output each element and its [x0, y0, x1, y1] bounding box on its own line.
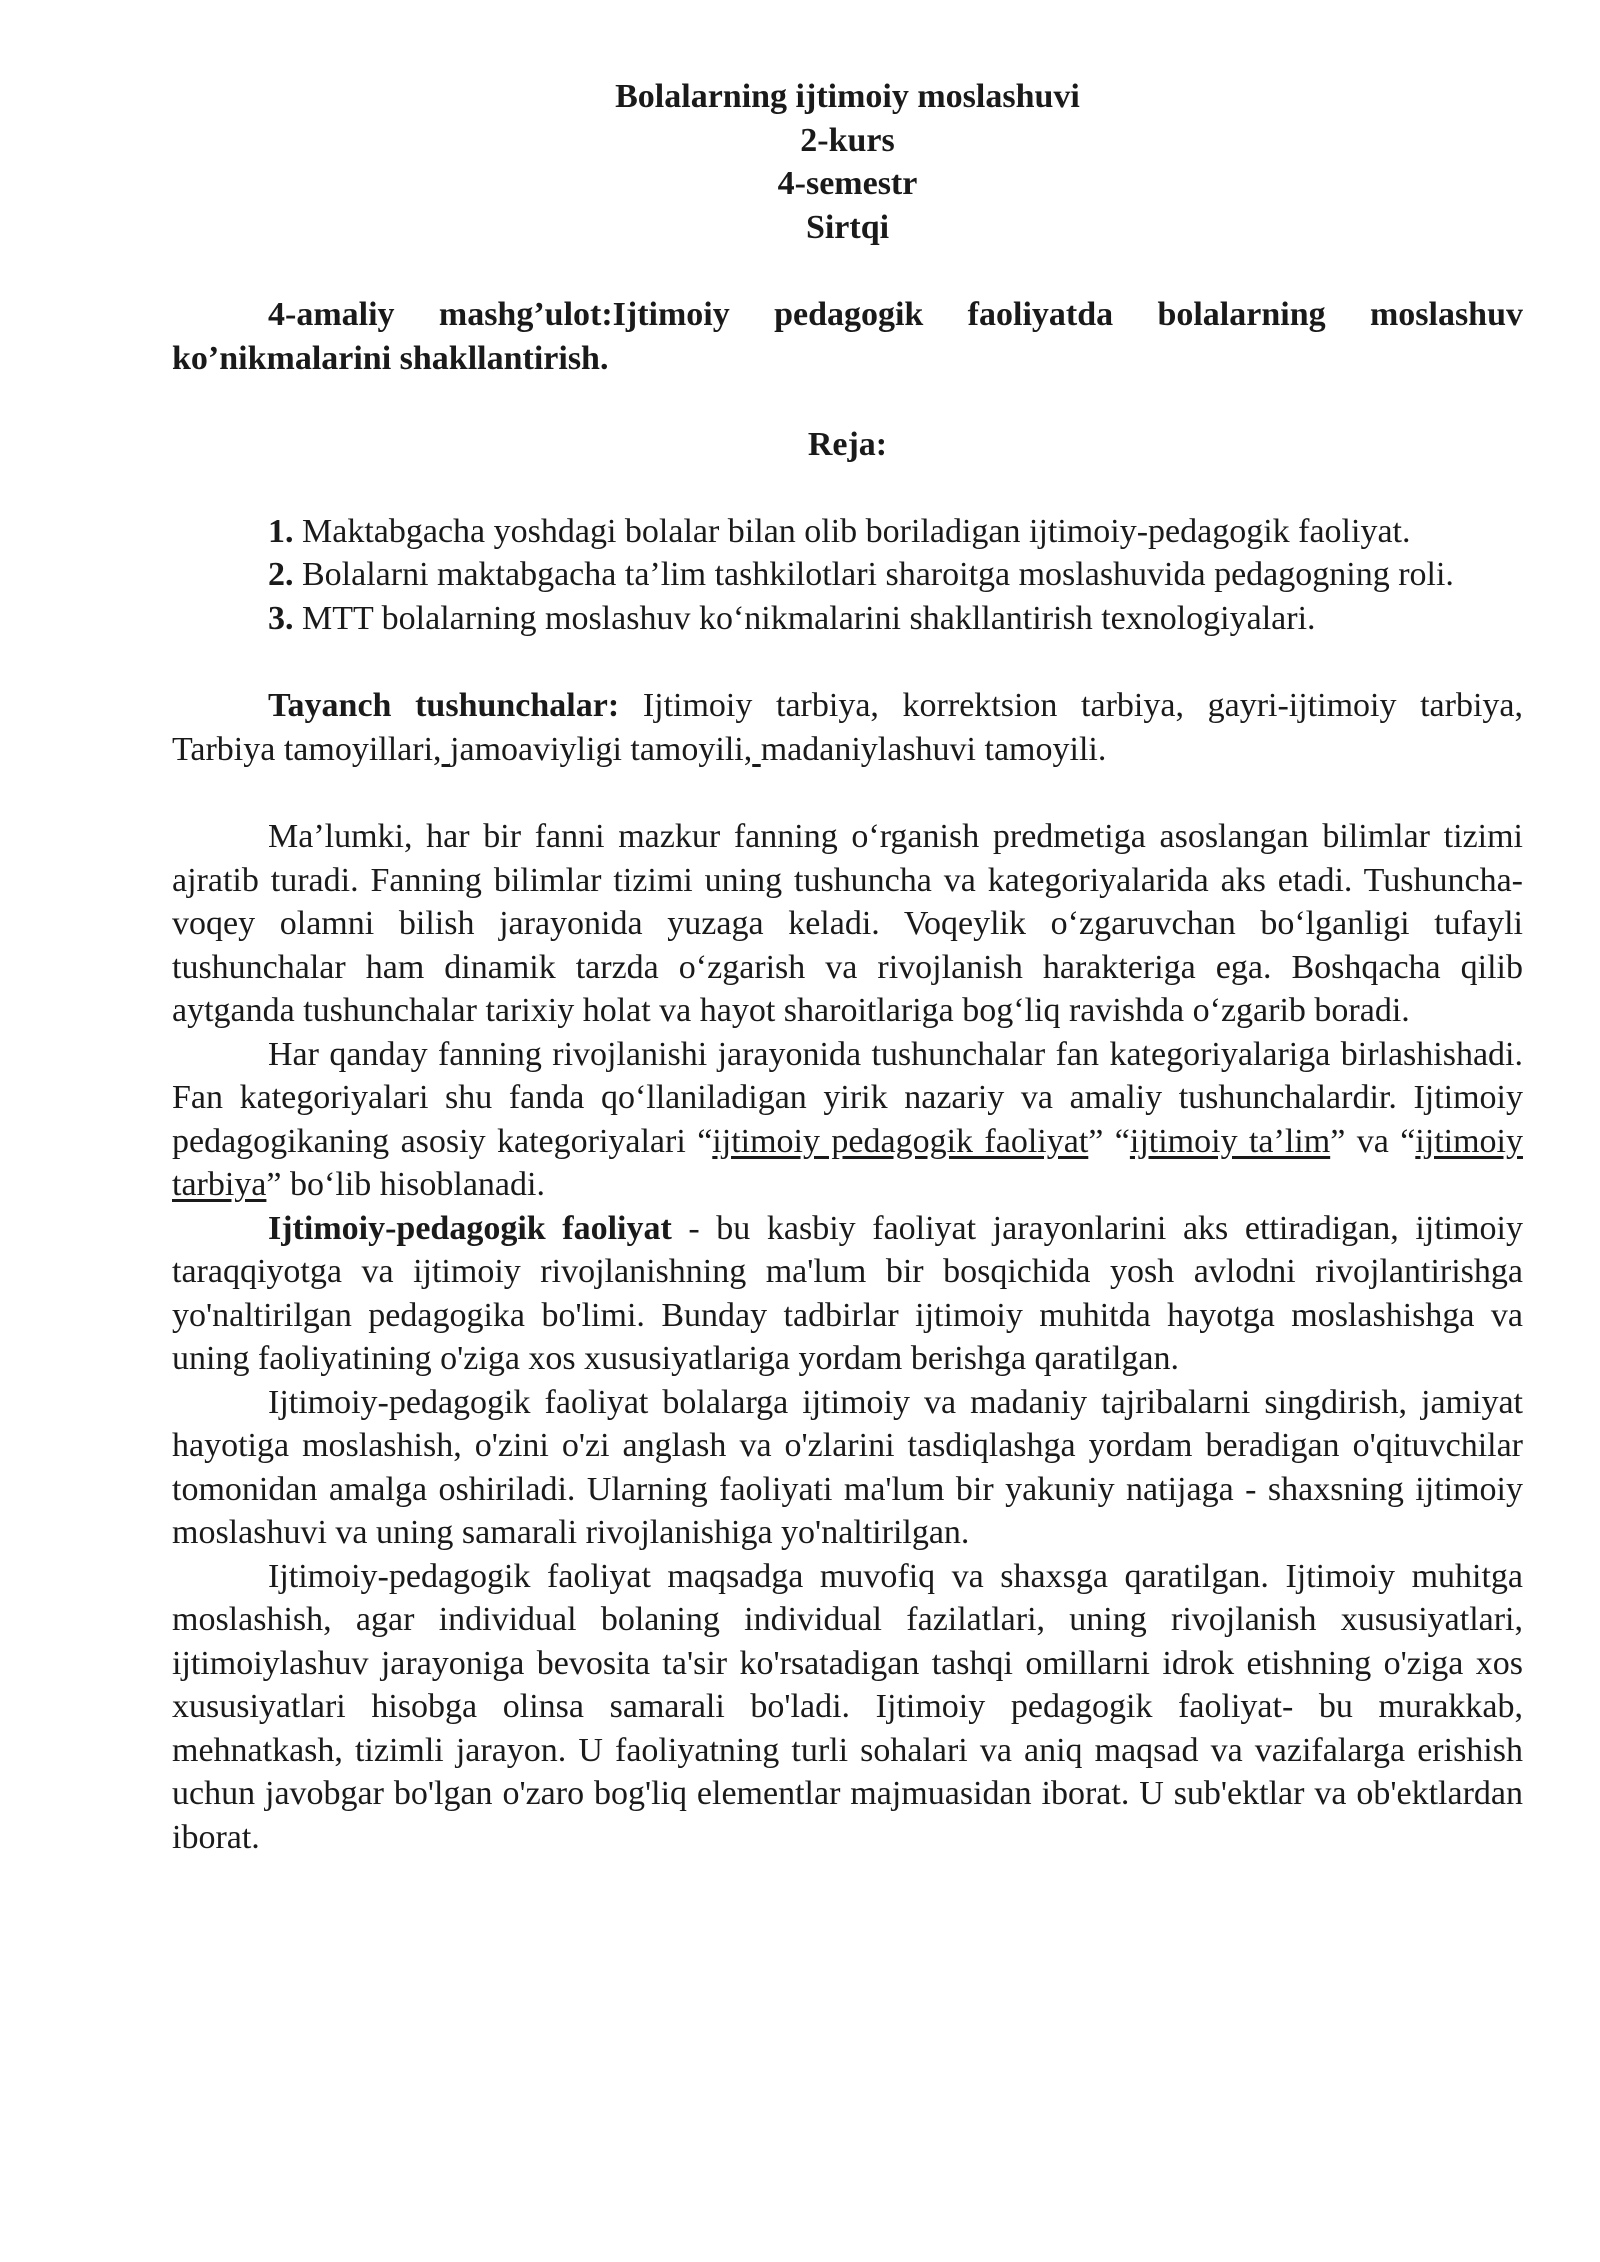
plan-item-number: 2. [268, 556, 294, 593]
plan-item-number: 3. [268, 599, 294, 637]
paragraph-text: ” “ [1088, 1122, 1130, 1160]
underlined-space [752, 731, 761, 768]
semester-label: 4-semestr [777, 165, 918, 202]
document-content [172, 75, 1523, 1859]
plan-item-text: Maktabgacha yoshdagi bolalar bilan olib boriladigan ijtimoiy-pedagogik faoliyat. [293, 512, 1411, 550]
body-paragraph-5: Ijtimoiy-pedagogik faoliyat maqsadga muvofiq va shaxsga qaratilgan. Ijtimoiy muhitga moslashish, agar individual bolaning individual fazilatlari, uning rivojlanish xususiyatlari, ijtimoiylashuv jarayoniga bevosita ta'sir ko'rsatadigan tashqi omillarni idrok etishning o'ziga xos xususiyatlari hisobga olinsa samarali bo'ladi. Ijtimoiy pedagogik faoliyat- bu murakkab, mehnatkash, tizimli jarayon. U faoliyatning turli sohalari va aniq maqsad va vazifalarga erishish uchun javobgar bo'lgan o'zaro bog'liq elementlar majmuasidan iborat. U sub'ektlar va ob'ektlardan iborat. [172, 1557, 1523, 1856]
document-title: Bolalarning ijtimoiy moslashuvi [615, 78, 1080, 115]
plan-heading: Reja: [807, 426, 888, 463]
plan-item-text: Bolalarni maktabgacha ta’lim tashkilotlari sharoitga moslashuvida pedagogning roli. [293, 556, 1454, 593]
underlined-space [442, 731, 451, 768]
plan-item-1 [172, 510, 1523, 554]
lesson-title: 4-amaliy mashg’ulot:Ijtimoiy pedagogik faoliyatda bolalarning moslashuv ko’nikmalarini shakllantirish. [172, 296, 1523, 377]
plan-item-3 [172, 597, 1523, 641]
plan-item-text: MTT bolalarning moslashuv ko‘nikmalarini shakllantirish texnologiyalari. [293, 599, 1316, 637]
category-term: ijtimoiy tarbiya [172, 1122, 1523, 1203]
paragraph-text: ” va “ [1330, 1122, 1416, 1160]
title-block [172, 75, 1523, 249]
study-form-label: Sirtqi [805, 208, 890, 246]
category-term: ijtimoiy ta’lim [1129, 1122, 1331, 1160]
key-terms-label: Tayanch tushunchalar: [268, 687, 620, 724]
paragraph-text: Har qanday fanning rivojlanishi jarayonida tushunchalar fan kategoriyalariga birlashishadi. Fan kategoriyalari shu fanda qo‘llaniladigan yirik nazariy va amaliy tushunchalardir. Ijtimoiy pedagogikaning asosiy kategoriyalari “ [172, 1035, 1523, 1160]
category-term: ijtimoiy pedagogik faoliyat [712, 1122, 1089, 1160]
body-paragraph-3 [172, 1207, 1523, 1381]
course-label: 2-kurs [800, 121, 895, 159]
body-paragraph-4: Ijtimoiy-pedagogik faoliyat bolalarga ijtimoiy va madaniy tajribalarni singdirish, jamiyat hayotiga moslashish, o'zini o'zi anglash va o'zlarini tasdiqlashga yordam beradigan o'qituvchilar tomonidan amalga oshiriladi. Ularning faoliyati ma'lum bir yakuniy natijaga - shaxsning ijtimoiy moslashuvi va uning samarali rivojlanishiga yo'naltirilgan. [172, 1383, 1523, 1551]
key-terms-text: Ijtimoiy tarbiya, korrektsion tarbiya, gayri-ijtimoiy tarbiya, Tarbiya tamoyillari, [172, 687, 1524, 768]
paragraph-text: ” bo‘lib hisoblanadi. [266, 1166, 545, 1203]
paragraph-text: - bu kasbiy faoliyat jarayonlarini aks ettiradigan, ijtimoiy taraqqiyotga va ijtimoiy rivojlanishning ma'lum bir bosqichida yosh avlodni rivojlantirishga yo'naltirilgan pedagogika bo'limi. Bunday tadbirlar ijtimoiy muhitda hayotga moslashishga va uning faoliyatining o'ziga xos xususiyatlariga yordam berishga qaratilgan. [172, 1209, 1524, 1377]
key-terms-paragraph [172, 684, 1523, 771]
defined-term: Ijtimoiy-pedagogik faoliyat [268, 1209, 672, 1247]
plan-item-2 [172, 553, 1523, 597]
key-terms-text: jamoaviyligi tamoyili, [450, 730, 753, 768]
body-paragraph-2 [172, 1033, 1523, 1207]
body-paragraph-1: Ma’lumki, har bir fanni mazkur fanning o‘rganish predmetiga asoslangan bilimlar tizimi ajratib turadi. Fanning bilimlar tizimi uning tushuncha va kategoriyalarida aks etadi. Tushuncha-voqey olamni bilish jarayonida yuzaga keladi. Voqeylik o‘zgaruvchan bo‘lganligi tufayli tushunchalar ham dinamik tarzda o‘zgarish va rivojlanish harakteriga ega. Boshqacha qilib aytganda tushunchalar tarixiy holat va hayot sharoitlariga bog‘liq ravishda o‘zgarib boradi. [172, 818, 1523, 1029]
plan-item-number: 1. [268, 512, 294, 550]
key-terms-text: madaniylashuvi tamoyili. [760, 730, 1107, 768]
